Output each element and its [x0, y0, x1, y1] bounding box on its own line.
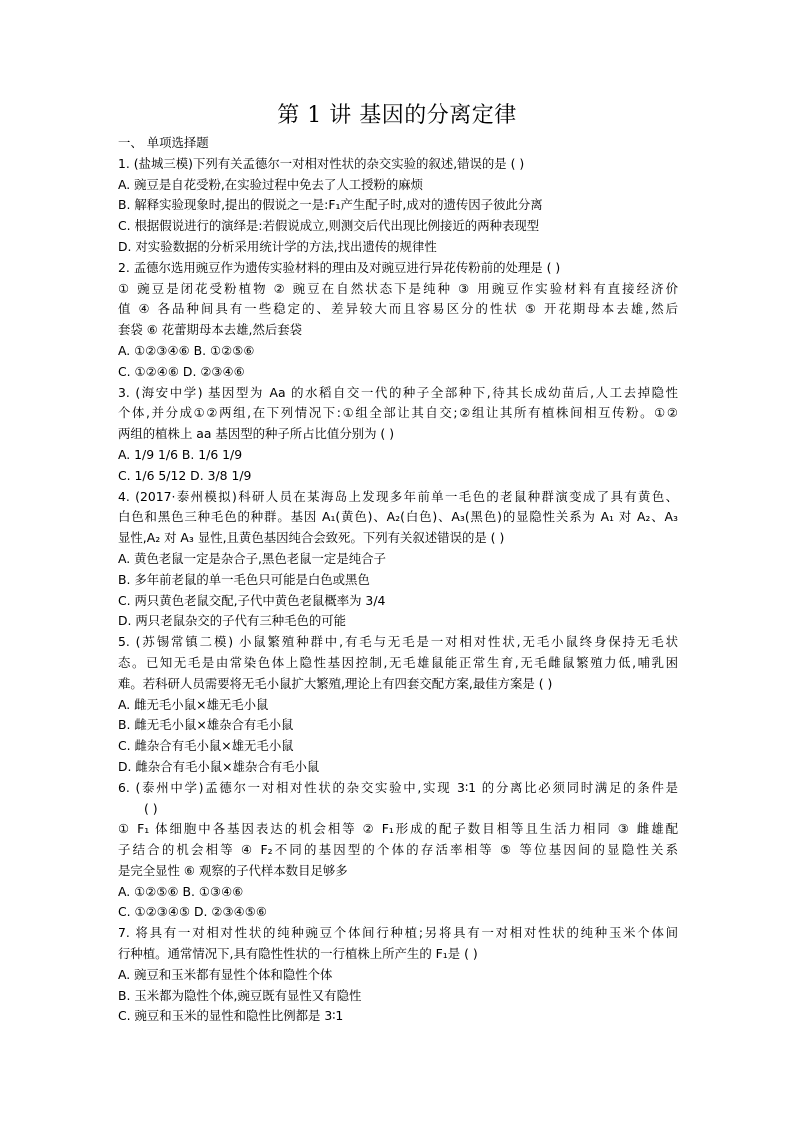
q2-statements-line-2: 值 ④ 各品种间具有一些稳定的、差异较大而且容易区分的性状 ⑤ 开花期母本去雄,然后 — [118, 301, 678, 317]
q6-stem-line-2: ( ) — [144, 800, 158, 816]
q5-stem-line-3: 难。若科研人员需要将无毛小鼠扩大繁殖,理论上有四套交配方案,最佳方案是 ( ) — [118, 675, 553, 691]
q5-option-a: A. 雌无毛小鼠×雄无毛小鼠 — [118, 696, 269, 712]
q5-stem-line-2: 态。已知无毛是由常染色体上隐性基因控制,无毛雄鼠能正常生育,无毛雌鼠繁殖力低,哺乳困 — [118, 654, 678, 670]
q6-statements-line-3: 是完全显性 ⑥ 观察的子代样本数目足够多 — [118, 862, 348, 878]
q4-option-d: D. 两只老鼠杂交的子代有三种毛色的可能 — [118, 613, 347, 629]
q2-statements-line-1: ① 豌豆是闭花受粉植物 ② 豌豆在自然状态下是纯种 ③ 用豌豆作实验材料有直接经济价 — [118, 280, 678, 296]
q7-stem-line-1: 7. 将具有一对相对性状的纯种豌豆个体间行种植;另将具有一对相对性状的纯种玉米个体间 — [118, 925, 678, 941]
q1-stem: 1. (盐城三模)下列有关孟德尔一对相对性状的杂交实验的叙述,错误的是 ( ) — [118, 155, 525, 171]
q6-statements-line-2: 子结合的机会相等 ④ F₂不同的基因型的个体的存活率相等 ⑤ 等位基因间的显隐性关系 — [118, 842, 678, 858]
q7-option-c: C. 豌豆和玉米的显性和隐性比例都是 3∶1 — [118, 1008, 344, 1024]
q3-stem-line-3: 两组的植株上 aa 基因型的种子所占比值分别为 ( ) — [118, 426, 395, 442]
q6-options-ab: A. ①②⑤⑥ B. ①③④⑥ — [118, 883, 244, 899]
q7-stem-line-2: 行种植。通常情况下,具有隐性性状的一行植株上所产生的 F₁是 ( ) — [118, 946, 478, 962]
q6-options-cd: C. ①②③④⑤ D. ②③④⑤⑥ — [118, 904, 267, 920]
q4-option-a: A. 黄色老鼠一定是杂合子,黑色老鼠一定是纯合子 — [118, 550, 386, 566]
q2-statements-line-3: 套袋 ⑥ 花蕾期母本去雄,然后套袋 — [118, 322, 303, 338]
q1-option-a: A. 豌豆是自花受粉,在实验过程中免去了人工授粉的麻烦 — [118, 176, 424, 192]
q7-option-b: B. 玉米都为隐性个体,豌豆既有显性又有隐性 — [118, 987, 362, 1003]
section-heading: 一、 单项选择题 — [118, 135, 209, 150]
q1-option-b: B. 解释实验现象时,提出的假说之一是:F₁产生配子时,成对的遗传因子彼此分离 — [118, 197, 543, 213]
q5-option-c: C. 雌杂合有毛小鼠×雄无毛小鼠 — [118, 738, 294, 754]
q4-stem-line-3: 显性,A₂ 对 A₃ 显性,且黄色基因纯合会致死。下列有关叙述错误的是 ( ) — [118, 530, 505, 546]
q5-option-b: B. 雌无毛小鼠×雄杂合有毛小鼠 — [118, 717, 294, 733]
q1-option-d: D. 对实验数据的分析采用统计学的方法,找出遗传的规律性 — [118, 238, 437, 254]
q4-option-b: B. 多年前老鼠的单一毛色只可能是白色或黑色 — [118, 571, 370, 587]
q4-stem-line-1: 4. (2017·泰州模拟)科研人员在某海岛上发现多年前单一毛色的老鼠种群演变成了具有黄色、 — [118, 488, 678, 504]
q3-stem-line-1: 3. (海安中学) 基因型为 Aa 的水稻自交一代的种子全部种下,待其长成幼苗后,人工去掉隐性 — [118, 384, 678, 400]
q3-stem-line-2: 个体,并分成①②两组,在下列情况下:①组全部让其自交;②组让其所有植株间相互传粉。①② — [118, 405, 678, 421]
q2-options-cd: C. ①②④⑥ D. ②③④⑥ — [118, 363, 245, 379]
q3-options-cd: C. 1/6 5/12 D. 3/8 1/9 — [118, 467, 252, 483]
q1-option-c: C. 根据假说进行的演绎是:若假说成立,则测交后代出现比例接近的两种表现型 — [118, 218, 540, 234]
q5-stem-line-1: 5. (苏锡常镇二模) 小鼠繁殖种群中,有毛与无毛是一对相对性状,无毛小鼠终身保持无毛状 — [118, 634, 678, 650]
q2-stem: 2. 孟德尔选用豌豆作为遗传实验材料的理由及对豌豆进行异花传粉前的处理是 ( ) — [118, 259, 561, 275]
q5-option-d: D. 雌杂合有毛小鼠×雄杂合有毛小鼠 — [118, 758, 320, 774]
q2-options-ab: A. ①②③④⑥ B. ①②⑤⑥ — [118, 342, 255, 358]
q6-statements-line-1: ① F₁ 体细胞中各基因表达的机会相等 ② F₁形成的配子数目相等且生活力相同 ③ 雌雄配 — [118, 821, 678, 837]
q4-stem-line-2: 白色和黑色三种毛色的种群。基因 A₁(黄色)、A₂(白色)、A₃(黑色)的显隐性关系为 A₁ 对 A₂、A₃ — [118, 509, 678, 525]
q3-options-ab: A. 1/9 1/6 B. 1/6 1/9 — [118, 446, 243, 462]
question-list — [118, 133, 678, 1027]
q4-option-c: C. 两只黄色老鼠交配,子代中黄色老鼠概率为 3/4 — [118, 592, 386, 608]
page-title: 第 1 讲 基因的分离定律 — [277, 103, 517, 128]
q6-stem-line-1: 6. (泰州中学)孟德尔一对相对性状的杂交实验中,实现 3∶1 的分离比必须同时满足的条件是 — [118, 779, 678, 795]
q7-option-a: A. 豌豆和玉米都有显性个体和隐性个体 — [118, 966, 333, 982]
